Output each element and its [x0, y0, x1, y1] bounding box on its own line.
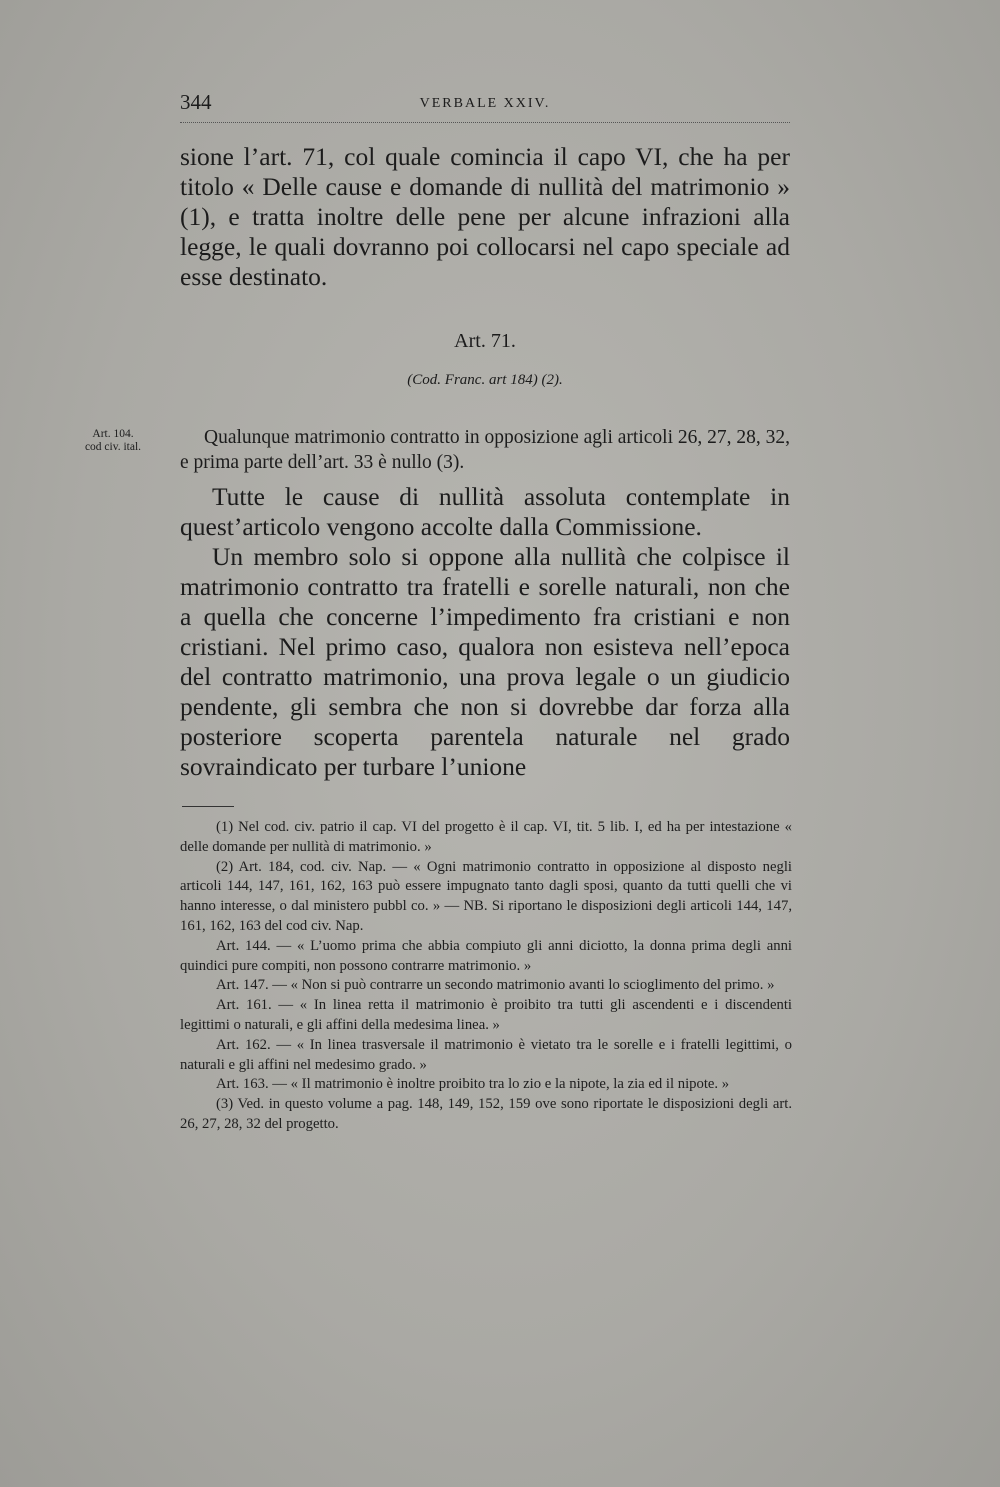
footnote: Art. 144. — « L’uomo prima che abbia compiuto gli anni diciotto, la donna prima degli anni quindici pure compiti, non possono contrarre matrimonio. » [180, 937, 792, 974]
footnote-rule [182, 806, 234, 807]
footnote: (3) Ved. in questo volume a pag. 148, 149, 152, 159 ove sono riportate le disposizioni degli art. 26, 27, 28, 32 del progetto. [180, 1096, 792, 1132]
article-heading: Art. 71. [454, 330, 516, 352]
footnote: Art. 163. — « Il matrimonio è inoltre proibito tra lo zio e la nipote, la zia ed il nipote. » [216, 1076, 730, 1093]
footnotes [180, 818, 792, 1135]
footnote: Art. 162. — « In linea trasversale il matrimonio è vietato tra le sorelle e i fratelli legittimi, o naturali e gli affini nel medesimo grado. » [180, 1036, 792, 1073]
footnote: (2) Art. 184, cod. civ. Nap. — « Ogni matrimonio contratto in opposizione al disposto negli articoli 144, 147, 161, 162, 163 può essere impugnato tanto dagli sposi, quanto da tutti quelli che vi hanno interesse, o dal ministero pubbl co. » — NB. Si riportano le disposizioni degli articoli 144, 147, 161, 162, 163 del cod civ. Nap. [180, 858, 792, 934]
article-text: Qualunque matrimonio contratto in opposizione agli articoli 26, 27, 28, 32, e prima parte dell’art. 33 è nullo (3). [180, 427, 790, 473]
footnote: (1) Nel cod. civ. patrio il cap. VI del progetto è il cap. VI, tit. 5 lib. I, ed ha per intestazione « delle domande per nullità di matrimonio. » [180, 819, 792, 855]
margin-note-line: Art. 104. [92, 428, 134, 440]
header-title: VERBALE XXIV. [419, 96, 551, 111]
page-number: 344 [180, 90, 212, 114]
paragraph-objection: Un membro solo si oppone alla nullità che colpisce il matrimonio contratto tra fratelli e sorelle naturali, non che a quella che concerne l’impedimento fra cristiani e non cristiani. Nel primo caso, qualora non esisteva nell’epoca del contratto matrimonio, una prova legale o un giudicio pendente, gli sembra che non si dovrebbe dar forza alla posteriore scoperta parentela naturale nel grado sovraindicato per turbare l’unione [180, 542, 790, 781]
article-reference-text: (Cod. Franc. art 184) (2). [407, 372, 563, 388]
margin-note [58, 428, 168, 454]
footnote: Art. 147. — « Non si può contrarre un secondo matrimonio avanti lo scioglimento del primo. » [216, 977, 775, 994]
article-reference [180, 372, 790, 389]
footnote: Art. 161. — « In linea retta il matrimonio è proibito tra tutti gli ascendenti e i discendenti legittimi o naturali, e gli affini della medesima linea. » [180, 997, 792, 1033]
paragraph-commission: Tutte le cause di nullità assoluta contemplate in quest’articolo vengono accolte dalla Commissione. [180, 482, 790, 541]
paragraph-intro: sione l’art. 71, col quale comincia il capo VI, che ha per titolo « Delle cause e domande di nullità del matrimonio » (1), e tratta inoltre delle pene per alcune infrazioni alla legge, le quali dovranno poi collocarsi nel capo speciale ad esse destinato. [180, 142, 790, 291]
margin-note-line: cod civ. ital. [84, 441, 142, 453]
running-head [180, 90, 790, 123]
